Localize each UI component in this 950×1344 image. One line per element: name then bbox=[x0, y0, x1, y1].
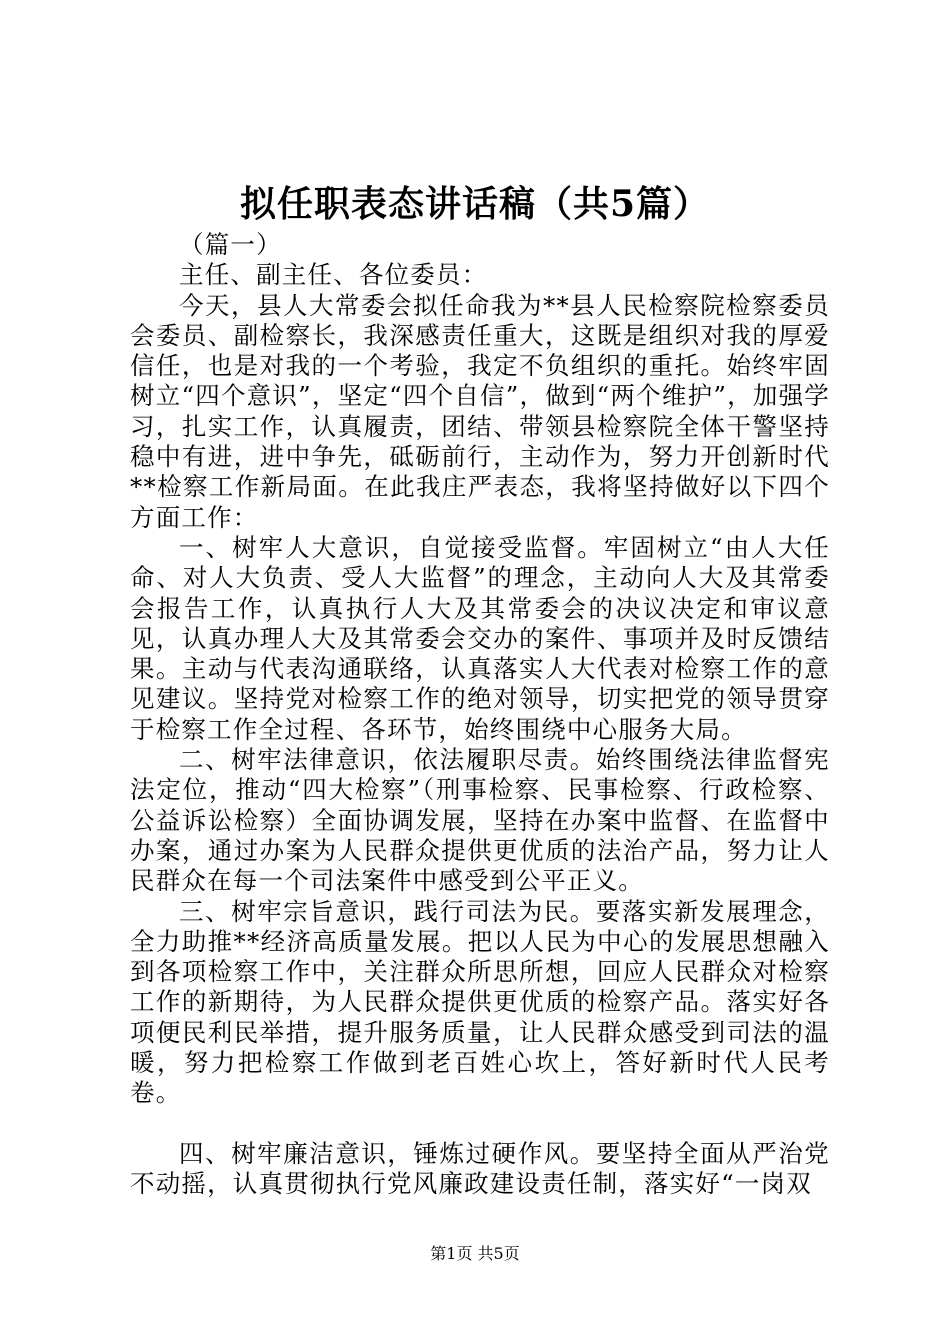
section-label: （篇一） bbox=[179, 230, 282, 259]
paragraph-intro: 今天，县人大常委会拟任命我为**县人民检察院检察委员会委员、副检察长，我深感责任重大，这既是组织对我的厚爱信任，也是对我的一个考验，我定不负组织的重托。始终牢固树立“四个意识”，坚定“四个自信”，做到“两个维护”，加强学习，扎实工作，认真履责，团结、带领县检察院全体干警坚持稳中有进，进中争先，砥砺前行，主动作为，努力开创新时代**检察工作新局面。在此我庄严表态，我将坚持做好以下四个方面工作： bbox=[130, 290, 830, 532]
paragraph-point-4: 四、树牢廉洁意识，锤炼过硬作风。要坚持全面从严治党不动摇，认真贯彻执行党风廉政建设责任制，落实好“一岗双 bbox=[130, 1138, 830, 1198]
salutation: 主任、副主任、各位委员： bbox=[179, 260, 488, 290]
paragraph-point-3: 三、树牢宗旨意识，践行司法为民。要落实新发展理念，全力助推**经济高质量发展。把以人民为中心的发展思想融入到各项检察工作中，关注群众所思所想，回应人民群众对检察工作的新期待，为人民群众提供更优质的检察产品。落实好各项便民利民举措，提升服务质量，让人民群众感受到司法的温暖，努力把检察工作做到老百姓心坎上，答好新时代人民考卷。 bbox=[130, 896, 830, 1108]
document-title: 拟任职表态讲话稿（共5篇） bbox=[239, 183, 711, 225]
paragraph-point-2: 二、树牢法律意识，依法履职尽责。始终围绕法律监督宪法定位，推动“四大检察”（刑事检察、民事检察、行政检察、公益诉讼检察）全面协调发展，坚持在办案中监督、在监督中办案，通过办案为人民群众提供更优质的法治产品，努力让人民群众在每一个司法案件中感受到公平正义。 bbox=[130, 745, 830, 896]
paragraph-point-1: 一、树牢人大意识，自觉接受监督。牢固树立“由人大任命、对人大负责、受人大监督”的理念，主动向人大及其常委会报告工作，认真执行人大及其常委会的决议决定和审议意见，认真办理人大及其常委会交办的案件、事项并及时反馈结果。主动与代表沟通联络，认真落实人大代表对检察工作的意见建议。坚持党对检察工作的绝对领导，切实把党的领导贯穿于检察工作全过程、各环节，始终围绕中心服务大局。 bbox=[130, 532, 830, 744]
document-body bbox=[130, 230, 830, 1199]
page-footer: 第1页 共5页 bbox=[430, 1244, 520, 1263]
